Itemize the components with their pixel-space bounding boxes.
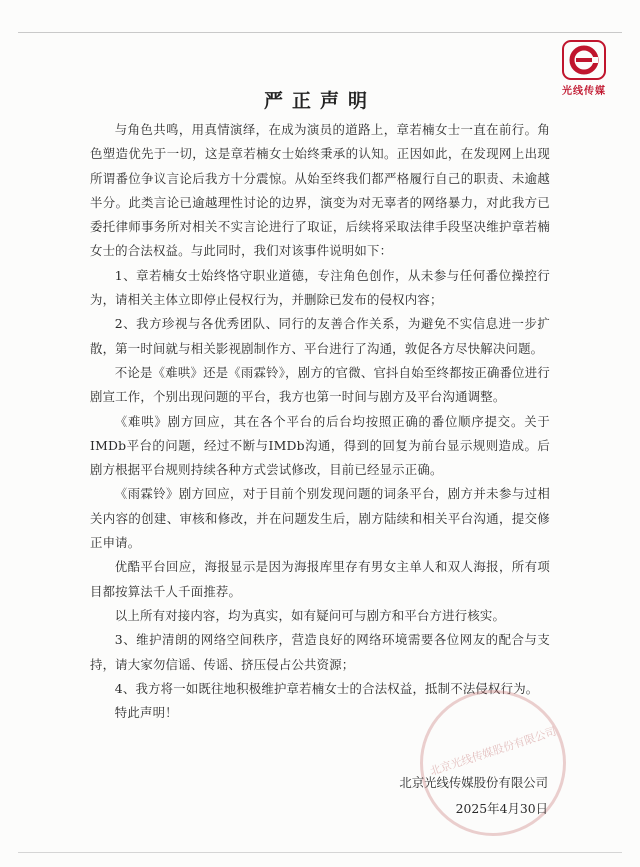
paragraph: 1、章若楠女士始终恪守职业道德，专注角色创作，从未参与任何番位操控行为，请相关主体立即停止侵权行为，并删除已发布的侵权内容； [90,267,550,308]
logo-icon [562,40,606,80]
document-title: 严正声明 [263,90,376,112]
document-body [90,118,550,725]
signature-block [399,770,548,822]
paragraph: 《难哄》剧方回应，其在各个平台的后台均按照正确的番位顺序提交。关于IMDb平台的问题，经过不断与IMDb沟通，得到的回复为前台显示规则造成。后剧方根据平台规则持续各种方式尝试修改，目前已经显示正确。 [90,413,550,478]
logo-text: 光线传媒 [562,86,606,97]
paragraph: 优酷平台回应，海报显示是因为海报库里存有男女主单人和双人海报，所有项目都按算法千人千面推荐。 [90,559,550,599]
seal-text: 北京光线传媒股份有限公司 [428,724,558,779]
paragraph: 与角色共鸣，用真情演绎，在成为演员的道路上，章若楠女士一直在前行。角色塑造优先于一切，这是章若楠女士始终秉承的认知。正因如此，在发现网上出现所谓番位争议言论后我方十分震惊。从始至终我们都严格履行自己的职责、未逾越半分。此类言论已逾越理性讨论的边界，演变为对无辜者的网络暴力，对此我方已委托律师事务所对相关不实言论进行了取证，后续将采取法律手段坚决维护章若楠女士的合法权益。与此同时，我们对该事件说明如下： [90,122,550,259]
paragraph: 3、维护清朗的网络空间秩序，营造良好的网络环境需要各位网友的配合与支持，请大家勿信谣、传谣、挤压侵占公共资源； [90,632,550,672]
paragraph: 特此声明！ [114,705,178,721]
paragraph: 2、我方珍视与各优秀团队、同行的友善合作关系，为避免不实信息进一步扩散，第一时间就与相关影视剧制作方、平台进行了沟通，敦促各方尽快解决问题。 [90,316,550,356]
header-rule [18,32,622,33]
paragraph: 4、我方将一如既往地积极维护章若楠女士的合法权益，抵制不法侵权行为。 [114,680,539,696]
paragraph: 以上所有对接内容，均为真实，如有疑问可与剧方和平台方进行核实。 [114,607,506,623]
signature-company: 北京光线传媒股份有限公司 [399,775,548,790]
paragraph: 《雨霖铃》剧方回应，对于目前个别发现问题的词条平台，剧方并未参与过相关内容的创建、审核和修改，并在问题发生后，剧方陆续和相关平台沟通，提交修正申请。 [90,486,550,551]
signature-date: 2025年4月30日 [455,801,548,816]
footer-rule [18,852,622,853]
paragraph: 不论是《难哄》还是《雨霖铃》，剧方的官微、官抖自始至终都按正确番位进行剧宣工作，个别出现问题的平台，我方也第一时间与剧方及平台沟通调整。 [90,364,550,405]
